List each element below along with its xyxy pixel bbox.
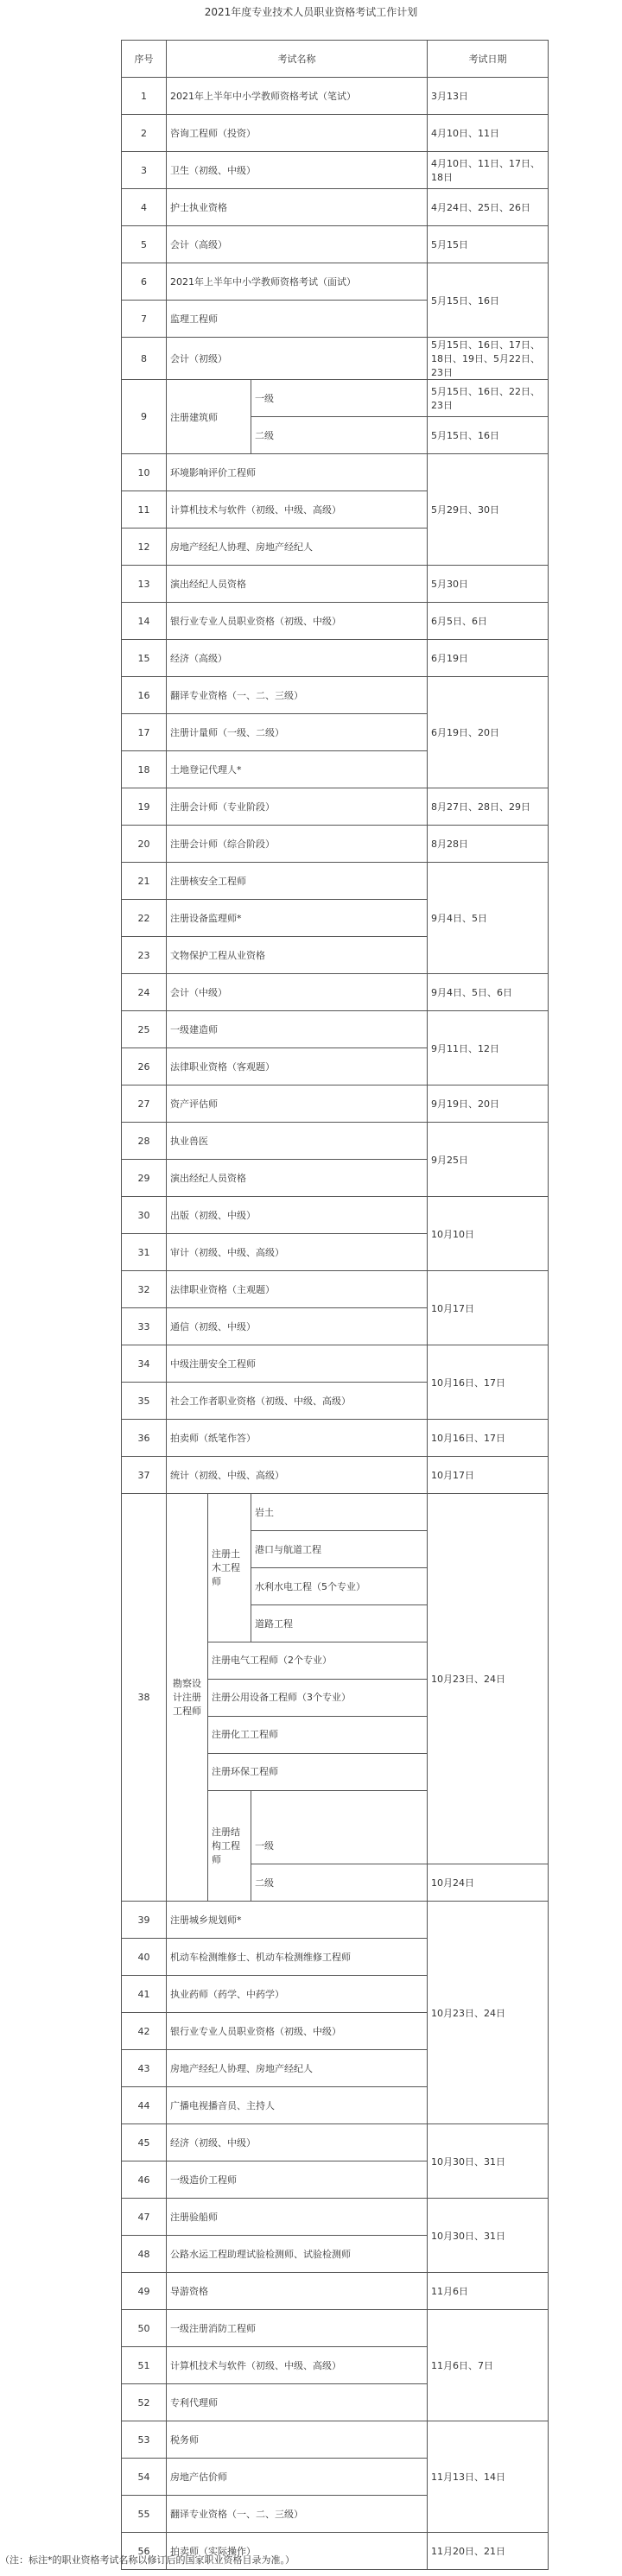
exam-date: 11月13日、14日	[428, 2421, 549, 2533]
exam-date: 10月23日、24日	[428, 1494, 549, 1864]
table-row	[122, 863, 549, 900]
row-number: 51	[122, 2347, 167, 2384]
table-row	[122, 2124, 549, 2161]
exam-date: 10月30日、31日	[428, 2199, 549, 2273]
table-row	[122, 78, 549, 115]
row-number: 13	[122, 566, 167, 603]
header-no: 序号	[122, 41, 167, 78]
row-number: 36	[122, 1420, 167, 1457]
row-number: 19	[122, 788, 167, 826]
table-row	[122, 1085, 549, 1123]
exam-level: 二级	[251, 417, 428, 454]
exam-date: 9月19日、20日	[428, 1085, 549, 1123]
row-number: 27	[122, 1085, 167, 1123]
table-row	[122, 1902, 549, 1939]
exam-date: 10月10日	[428, 1197, 549, 1271]
table-row	[122, 788, 549, 826]
exam-date: 10月30日、31日	[428, 2124, 549, 2199]
exam-name: 法律职业资格（客观题）	[167, 1048, 428, 1085]
table-row	[122, 974, 549, 1011]
table-row	[122, 1345, 549, 1383]
exam-name: 2021年上半年中小学教师资格考试（面试）	[167, 263, 428, 301]
row-number: 2	[122, 115, 167, 152]
exam-date: 10月17日	[428, 1271, 549, 1345]
exam-subgroup-name: 注册公用设备工程师（3个专业）	[208, 1680, 428, 1717]
exam-date: 4月10日、11日	[428, 115, 549, 152]
exam-specialty: 水利水电工程（5个专业）	[251, 1568, 428, 1605]
exam-subgroup-name: 注册土木工程师	[208, 1494, 251, 1642]
row-number: 45	[122, 2124, 167, 2161]
row-number: 29	[122, 1160, 167, 1197]
exam-date: 5月30日	[428, 566, 549, 603]
row-number: 11	[122, 491, 167, 528]
exam-level: 二级	[251, 1864, 428, 1902]
table-row	[122, 1011, 549, 1048]
row-number: 43	[122, 2050, 167, 2087]
row-number: 55	[122, 2496, 167, 2533]
exam-date: 6月19日、20日	[428, 677, 549, 788]
row-number: 8	[122, 338, 167, 380]
row-number: 56	[122, 2533, 167, 2570]
row-number: 49	[122, 2273, 167, 2310]
exam-date: 11月20日、21日	[428, 2533, 549, 2570]
exam-name: 监理工程师	[167, 301, 428, 338]
exam-name: 导游资格	[167, 2273, 428, 2310]
row-number: 34	[122, 1345, 167, 1383]
exam-name: 中级注册安全工程师	[167, 1345, 428, 1383]
exam-name: 翻译专业资格（一、二、三级）	[167, 2496, 428, 2533]
exam-name: 广播电视播音员、主持人	[167, 2087, 428, 2124]
exam-subgroup-name: 注册电气工程师（2个专业）	[208, 1642, 428, 1680]
exam-subgroup-name: 注册化工工程师	[208, 1717, 428, 1754]
table-row	[122, 566, 549, 603]
exam-date: 5月15日、16日	[428, 263, 549, 338]
exam-level: 一级	[251, 1827, 428, 1864]
table-row	[122, 115, 549, 152]
table-row	[122, 1457, 549, 1494]
exam-name: 资产评估师	[167, 1085, 428, 1123]
exam-name: 社会工作者职业资格（初级、中级、高级）	[167, 1383, 428, 1420]
exam-name: 注册设备监理师*	[167, 900, 428, 937]
exam-name: 护士执业资格	[167, 189, 428, 226]
row-number: 39	[122, 1902, 167, 1939]
row-number: 44	[122, 2087, 167, 2124]
row-number: 35	[122, 1383, 167, 1420]
row-number: 6	[122, 263, 167, 301]
exam-name: 环境影响评价工程师	[167, 454, 428, 491]
exam-schedule-table	[121, 40, 549, 2570]
exam-name: 注册建筑师	[167, 380, 251, 454]
row-number: 25	[122, 1011, 167, 1048]
row-number: 9	[122, 380, 167, 454]
row-number: 17	[122, 714, 167, 751]
exam-name: 一级建造师	[167, 1011, 428, 1048]
exam-name: 专利代理师	[167, 2384, 428, 2421]
header-date: 考试日期	[428, 41, 549, 78]
row-number: 5	[122, 226, 167, 263]
row-number: 26	[122, 1048, 167, 1085]
table-row	[122, 1123, 549, 1160]
table-row	[122, 1271, 549, 1308]
exam-specialty: 港口与航道工程	[251, 1531, 428, 1568]
exam-name: 卫生（初级、中级）	[167, 152, 428, 189]
row-number: 20	[122, 826, 167, 863]
row-number: 48	[122, 2236, 167, 2273]
exam-name: 2021年上半年中小学教师资格考试（笔试）	[167, 78, 428, 115]
footnote: （注：标注*的职业资格考试名称以修订后的国家职业资格目录为准。）	[0, 2554, 295, 2566]
exam-name: 注册计量师（一级、二级）	[167, 714, 428, 751]
exam-name: 税务师	[167, 2421, 428, 2459]
exam-name: 计算机技术与软件（初级、中级、高级）	[167, 2347, 428, 2384]
exam-date: 5月15日、16日	[428, 417, 549, 454]
exam-specialty: 岩土	[251, 1494, 428, 1531]
exam-name: 计算机技术与软件（初级、中级、高级）	[167, 491, 428, 528]
exam-date: 8月28日	[428, 826, 549, 863]
exam-group-name: 勘察设计注册工程师	[167, 1494, 208, 1902]
row-number: 50	[122, 2310, 167, 2347]
exam-date: 6月5日、6日	[428, 603, 549, 640]
row-number: 24	[122, 974, 167, 1011]
exam-name: 演出经纪人员资格	[167, 1160, 428, 1197]
table-row	[122, 603, 549, 640]
exam-name: 经济（初级、中级）	[167, 2124, 428, 2161]
row-number: 23	[122, 937, 167, 974]
exam-name: 房地产估价师	[167, 2459, 428, 2496]
exam-name: 执业兽医	[167, 1123, 428, 1160]
row-number: 52	[122, 2384, 167, 2421]
exam-name: 注册城乡规划师*	[167, 1902, 428, 1939]
exam-date: 8月27日、28日、29日	[428, 788, 549, 826]
row-number: 10	[122, 454, 167, 491]
exam-date: 5月15日、16日、17日、18日、19日、5月22日、23日	[428, 338, 549, 380]
row-number: 40	[122, 1939, 167, 1976]
table-row	[122, 454, 549, 491]
exam-name: 出版（初级、中级）	[167, 1197, 428, 1234]
exam-name: 拍卖师（实际操作）	[167, 2533, 428, 2570]
exam-date: 10月16日、17日	[428, 1420, 549, 1457]
row-number: 4	[122, 189, 167, 226]
exam-date: 9月25日	[428, 1123, 549, 1197]
exam-name: 注册会计师（专业阶段）	[167, 788, 428, 826]
exam-name: 公路水运工程助理试验检测师、试验检测师	[167, 2236, 428, 2273]
row-number: 3	[122, 152, 167, 189]
row-number: 22	[122, 900, 167, 937]
row-number: 7	[122, 301, 167, 338]
row-number: 53	[122, 2421, 167, 2459]
exam-date: 11月6日、7日	[428, 2310, 549, 2421]
row-number: 47	[122, 2199, 167, 2236]
table-row	[122, 1420, 549, 1457]
exam-date: 6月19日	[428, 640, 549, 677]
exam-name: 执业药师（药学、中药学）	[167, 1976, 428, 2013]
exam-date: 4月24日、25日、26日	[428, 189, 549, 226]
exam-date: 3月13日	[428, 78, 549, 115]
exam-date: 5月15日、16日、22日、23日	[428, 380, 549, 417]
table-row	[122, 1197, 549, 1234]
row-number: 15	[122, 640, 167, 677]
exam-date: 10月17日	[428, 1457, 549, 1494]
exam-name: 机动车检测维修士、机动车检测维修工程师	[167, 1939, 428, 1976]
table-row	[122, 2421, 549, 2459]
exam-name: 咨询工程师（投资）	[167, 115, 428, 152]
table-row	[122, 2273, 549, 2310]
table-row	[122, 826, 549, 863]
exam-name: 会计（初级）	[167, 338, 428, 380]
exam-specialty: 道路工程	[251, 1605, 428, 1642]
exam-name: 房地产经纪人协理、房地产经纪人	[167, 2050, 428, 2087]
exam-name: 演出经纪人员资格	[167, 566, 428, 603]
table-row	[122, 2199, 549, 2236]
exam-level: 一级	[251, 380, 428, 417]
exam-date: 9月4日、5日	[428, 863, 549, 974]
exam-subgroup-name: 注册结构工程师	[208, 1791, 251, 1902]
exam-name: 经济（高级）	[167, 640, 428, 677]
header-row	[122, 41, 549, 78]
table-row	[122, 380, 549, 417]
exam-date: 10月24日	[428, 1864, 549, 1902]
row-number: 21	[122, 863, 167, 900]
exam-name: 会计（高级）	[167, 226, 428, 263]
row-number: 41	[122, 1976, 167, 2013]
exam-date: 5月29日、30日	[428, 454, 549, 566]
exam-date: 10月23日、24日	[428, 1902, 549, 2124]
exam-date: 11月6日	[428, 2273, 549, 2310]
table-row	[122, 263, 549, 301]
exam-name: 银行业专业人员职业资格（初级、中级）	[167, 603, 428, 640]
row-number: 28	[122, 1123, 167, 1160]
exam-name: 注册会计师（综合阶段）	[167, 826, 428, 863]
table-row	[122, 2310, 549, 2347]
row-number: 14	[122, 603, 167, 640]
exam-date: 9月11日、12日	[428, 1011, 549, 1085]
row-number: 37	[122, 1457, 167, 1494]
row-number: 46	[122, 2161, 167, 2199]
exam-name: 统计（初级、中级、高级）	[167, 1457, 428, 1494]
table-row	[122, 1494, 549, 1531]
row-number: 42	[122, 2013, 167, 2050]
exam-name: 土地登记代理人*	[167, 751, 428, 788]
document-title: 2021年度专业技术人员职业资格考试工作计划	[204, 6, 418, 18]
table-row	[122, 152, 549, 189]
exam-name: 通信（初级、中级）	[167, 1308, 428, 1345]
row-number: 38	[122, 1494, 167, 1902]
exam-name: 注册验船师	[167, 2199, 428, 2236]
row-number: 12	[122, 528, 167, 566]
exam-name: 银行业专业人员职业资格（初级、中级）	[167, 2013, 428, 2050]
table-row	[122, 226, 549, 263]
row-number: 32	[122, 1271, 167, 1308]
header-name: 考试名称	[167, 41, 428, 78]
table-row	[122, 338, 549, 380]
table-row	[122, 189, 549, 226]
exam-name: 注册核安全工程师	[167, 863, 428, 900]
exam-name: 拍卖师（纸笔作答）	[167, 1420, 428, 1457]
exam-name: 翻译专业资格（一、二、三级）	[167, 677, 428, 714]
exam-name: 文物保护工程从业资格	[167, 937, 428, 974]
exam-name: 房地产经纪人协理、房地产经纪人	[167, 528, 428, 566]
exam-name: 法律职业资格（主观题）	[167, 1271, 428, 1308]
exam-level-spacer	[251, 1791, 428, 1828]
exam-name: 会计（中级）	[167, 974, 428, 1011]
row-number: 1	[122, 78, 167, 115]
exam-date: 4月10日、11日、17日、18日	[428, 152, 549, 189]
exam-date: 9月4日、5日、6日	[428, 974, 549, 1011]
row-number: 54	[122, 2459, 167, 2496]
table-row	[122, 640, 549, 677]
table-row	[122, 677, 549, 714]
exam-name: 一级注册消防工程师	[167, 2310, 428, 2347]
row-number: 16	[122, 677, 167, 714]
row-number: 30	[122, 1197, 167, 1234]
exam-subgroup-name: 注册环保工程师	[208, 1754, 428, 1791]
row-number: 31	[122, 1234, 167, 1271]
exam-name: 审计（初级、中级、高级）	[167, 1234, 428, 1271]
row-number: 33	[122, 1308, 167, 1345]
exam-date: 5月15日	[428, 226, 549, 263]
row-number: 18	[122, 751, 167, 788]
exam-date: 10月16日、17日	[428, 1345, 549, 1420]
exam-name: 一级造价工程师	[167, 2161, 428, 2199]
